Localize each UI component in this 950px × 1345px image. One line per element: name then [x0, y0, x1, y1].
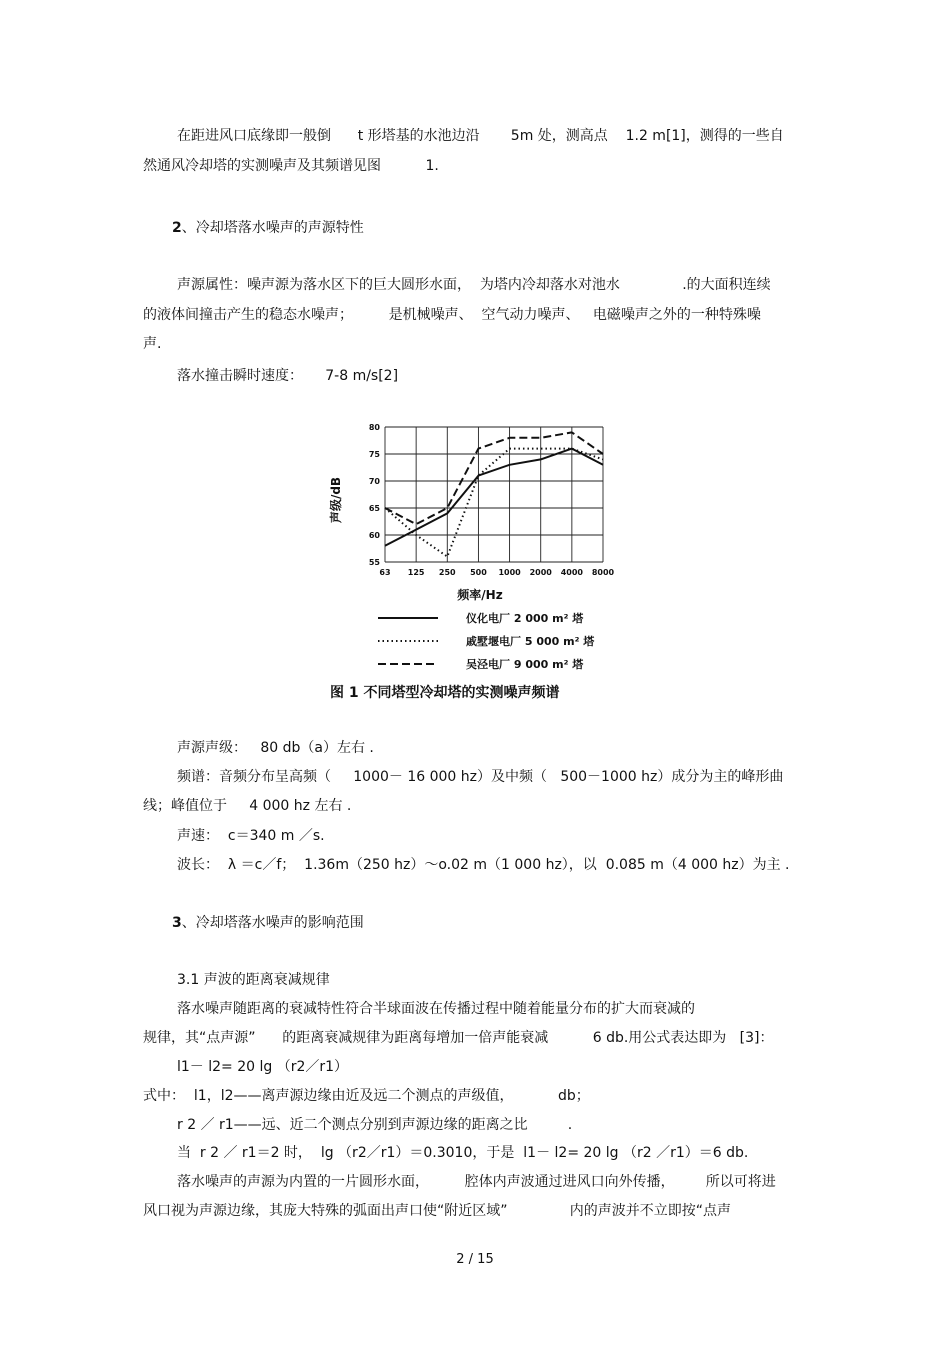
x-tick-label: 1000	[498, 568, 521, 577]
x-tick-label: 63	[379, 568, 391, 577]
x-tick-label: 500	[470, 568, 487, 577]
text-line: 声.	[143, 336, 162, 352]
text-line: 落水噪声的声源为内置的一片圆形水面， 腔体内声波通过进风口向外传播， 所以可将进	[177, 1174, 776, 1190]
section-3-heading	[172, 913, 364, 933]
text-line: 声源声级： 80 db（a）左右 .	[177, 740, 374, 756]
text-line: 落水噪声随距离的衰减特性符合半球面波在传播过程中随着能量分布的扩大而衰减的	[177, 1001, 695, 1017]
formula: l1－ l2= 20 lg （r2／r1）	[177, 1059, 349, 1075]
section-number: 2	[172, 220, 182, 236]
text-line: 式中： l1，l2——离声源边缘由近及远二个测点的声级值， db；	[143, 1088, 590, 1104]
text-line: r 2 ／ r1——远、近二个测点分别到声源边缘的距离之比 .	[177, 1117, 573, 1133]
text-line: 频谱：音频分布呈高频（ 1000－ 16 000 hz）及中频（ 500－1000 hz）成分为主的峰形曲	[177, 769, 784, 785]
y-tick-label: 80	[368, 423, 380, 432]
y-tick-label: 60	[368, 531, 380, 540]
text-line: 在距进风口底缘即一般倒 t 形塔基的水池边沿 5m 处，测高点 1.2 m[1]，测得的一些自	[177, 128, 784, 144]
y-tick-label: 55	[368, 558, 380, 567]
y-axis-ticks	[369, 423, 381, 567]
figure-caption: 图 1 不同塔型冷却塔的实测噪声频谱	[330, 685, 560, 701]
subsection-heading: 3.1 声波的距离衰减规律	[177, 972, 330, 988]
section-title: 、冷却塔落水噪声的声源特性	[181, 220, 364, 236]
y-tick-label: 70	[368, 477, 380, 486]
legend-label-1: 仪化电厂 2 000 m² 塔	[466, 612, 584, 625]
text-line: 声速： c＝340 m ／s.	[177, 828, 325, 844]
chart-series	[385, 432, 603, 556]
text-line: 线；峰值位于 4 000 hz 左右 .	[143, 798, 352, 814]
speed-line: 落水撞击瞬时速度： 7-8 m/s[2]	[177, 368, 399, 384]
x-axis-ticks	[379, 568, 614, 577]
noise-spectrum-figure	[320, 412, 630, 712]
text-line: 当 r 2 ／ r1＝2 时， lg （r2／r1）＝0.3010，于是 l1－ l2= 20 lg （r2 ／r1）＝6 db.	[177, 1145, 749, 1161]
x-tick-label: 4000	[560, 568, 583, 577]
y-axis-label: 声级/dB	[329, 476, 343, 524]
x-tick-label: 8000	[591, 568, 615, 577]
x-tick-label: 2000	[529, 568, 552, 577]
section-title: 、冷却塔落水噪声的影响范围	[181, 915, 364, 931]
y-tick-label: 75	[368, 450, 380, 459]
x-axis-label: 频率/Hz	[457, 588, 503, 602]
series-line-2	[385, 449, 603, 557]
text-line: 声源属性：噪声源为落水区下的巨大圆形水面， 为塔内冷却落水对池水 .的大面积连续	[177, 277, 771, 293]
text-line: 规律，其“点声源” 的距离衰减规律为距离每增加一倍声能衰减 6 db.用公式表达即为 [3]：	[143, 1030, 774, 1046]
page-number: 2 / 15	[456, 1252, 494, 1267]
x-tick-label: 250	[438, 568, 456, 577]
text-line: 波长： λ ＝c／f； 1.36m（250 hz）～o.02 m（1 000 hz），以 0.085 m（4 000 hz）为主 .	[177, 857, 790, 873]
legend-label-2: 戚墅堰电厂 5 000 m² 塔	[466, 635, 595, 648]
text-line: 然通风冷却塔的实测噪声及其频谱见图 1.	[143, 158, 439, 174]
legend-label-3: 吴泾电厂 9 000 m² 塔	[466, 658, 584, 671]
text-line: 风口视为声源边缘，其庞大特殊的弧面出声口使“附近区域” 内的声波并不立即按“点声	[143, 1203, 732, 1219]
chart-grid	[385, 427, 603, 562]
series-line-3	[385, 432, 603, 524]
text-line: 的液体间撞击产生的稳态水噪声； 是机械噪声、 空气动力噪声、 电磁噪声之外的一种特殊噪	[143, 307, 761, 323]
y-tick-label: 65	[368, 504, 380, 513]
section-2-heading	[172, 218, 364, 238]
section-number: 3	[172, 915, 182, 931]
chart-legend	[378, 611, 595, 671]
x-tick-label: 125	[407, 568, 425, 577]
